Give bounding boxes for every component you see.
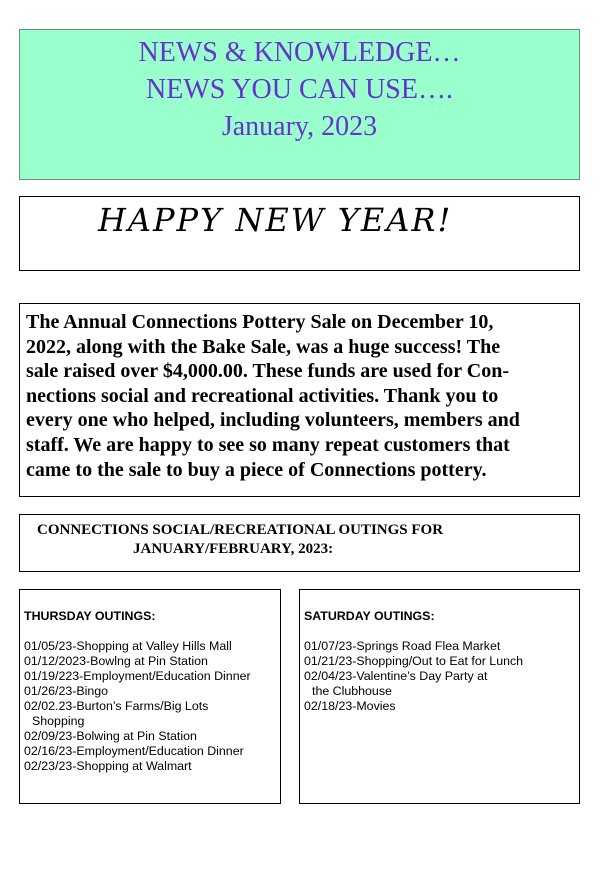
article-line: nections social and recreational activities. Thank you to <box>26 384 499 407</box>
thursday-outings-box <box>19 589 281 804</box>
list-item: 01/26/23-Bingo <box>24 684 109 698</box>
list-item: 01/07/23-Springs Road Flea Market <box>304 639 501 653</box>
banner-subtitle: NEWS YOU CAN USE…. <box>146 74 453 105</box>
list-item: 01/05/23-Shopping at Valley Hills Mall <box>24 639 232 653</box>
article-line: every one who helped, including volunteers, members and <box>26 409 520 432</box>
article-line: came to the sale to buy a piece of Connections pottery. <box>26 458 487 481</box>
article-line: staff. We are happy to see so many repeat customers that <box>26 433 510 456</box>
article-line: The Annual Connections Pottery Sale on December 10, <box>26 311 494 333</box>
list-item: 01/21/23-Shopping/Out to Eat for Lunch <box>304 654 524 668</box>
list-item: 02/16/23-Employment/Education Dinner <box>24 744 244 758</box>
list-item: 01/19/223-Employment/Education Dinner <box>24 669 251 683</box>
outings-period: JANUARY/FEBRUARY, 2023: <box>133 541 334 557</box>
list-item: 02/09/23-Bolwing at Pin Station <box>24 729 197 743</box>
list-item: Shopping <box>32 714 85 728</box>
list-item: 01/12/2023-Bowlng at Pin Station <box>24 654 208 668</box>
list-item: 02/18/23-Movies <box>304 699 396 713</box>
outings-heading-box <box>19 514 580 572</box>
list-item: 02/04/23-Valentine’s Day Party at <box>304 669 488 683</box>
article-line: 2022, along with the Bake Sale, was a huge success! The <box>26 335 501 358</box>
saturday-heading: SATURDAY OUTINGS: <box>304 609 435 623</box>
article-line: sale raised over $4,000.00. These funds are used for Con- <box>26 360 509 383</box>
pottery-sale-article <box>19 303 580 497</box>
list-item: 02/02.23-Burton’s Farms/Big Lots <box>24 699 209 713</box>
newsletter-banner <box>19 29 580 180</box>
list-item: 02/23/23-Shopping at Walmart <box>24 759 192 773</box>
greeting-box <box>19 196 580 271</box>
saturday-outings-box <box>299 589 580 804</box>
banner-title: NEWS & KNOWLEDGE… <box>138 37 461 68</box>
greeting-text: HAPPY NEW YEAR! <box>98 201 453 239</box>
thursday-heading: THURSDAY OUTINGS: <box>24 609 156 623</box>
list-item: the Clubhouse <box>312 684 392 698</box>
outings-heading: CONNECTIONS SOCIAL/RECREATIONAL OUTINGS FOR <box>37 522 444 538</box>
banner-date: January, 2023 <box>221 111 378 142</box>
